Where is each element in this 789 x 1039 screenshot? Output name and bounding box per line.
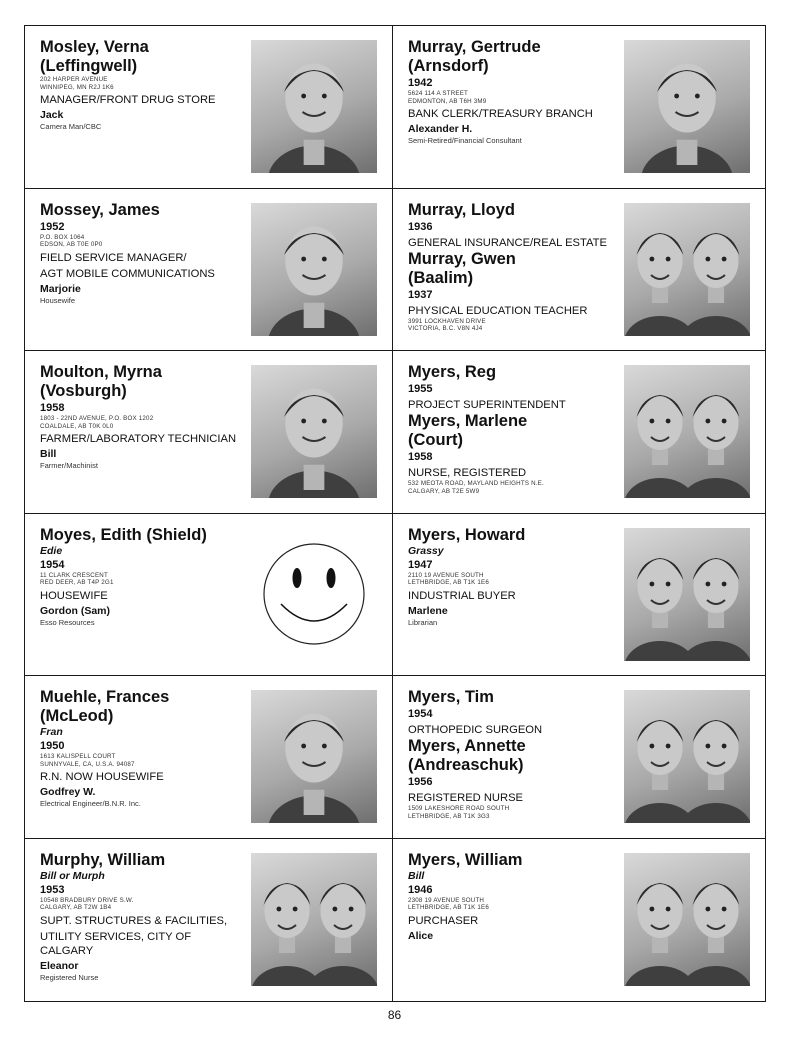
portrait-photo [251,365,377,498]
face [285,226,343,295]
face [285,64,343,133]
entry-text [408,688,613,820]
portrait-photo [624,528,750,661]
spouse-name: Marjorie [40,282,81,295]
eye [333,906,338,911]
person-figure [624,883,696,986]
eye [722,906,727,911]
graduation-year: 1958 [40,402,65,414]
eye [349,906,354,911]
spouse-name: Gordon (Sam) [40,604,110,617]
person-name: Myers, Annette [408,737,526,755]
entry-text [40,688,245,809]
address-line: LETHBRIDGE, AB T1K 1E6 [408,904,489,911]
face [658,64,716,133]
spouse-occupation: Semi-Retired/Financial Consultant [408,136,522,145]
entry-text [40,851,245,983]
person-name: (Vosburgh) [40,382,127,400]
eye [277,906,282,911]
face [285,714,343,783]
person-name: (Andreaschuk) [408,756,524,774]
page-number: 86 [387,1008,402,1022]
address-line: 11 CLARK CRESCENT [40,571,108,579]
address-line: 1509 LAKESHORE ROAD SOUTH [408,805,510,812]
nickname: Grassy [408,544,444,557]
shoulders [307,966,377,986]
address-line: 3991 LOCKHAVEN DRIVE [408,317,486,325]
portrait-photo [624,690,750,823]
smiley-eye [293,568,302,588]
occupation: SUPT. STRUCTURES & FACILITIES, [40,914,228,927]
person-name: Myers, William [408,850,523,869]
address-line: VICTORIA, B.C. V8N 4J4 [408,325,483,332]
portrait-photo [624,40,750,173]
occupation: HOUSEWIFE [40,589,108,602]
portrait-photo [251,853,377,986]
eye [722,256,727,261]
eye [301,94,306,99]
person-name: Murray, Gertrude [408,38,541,56]
spouse-name: Godfrey W. [40,786,96,798]
spouse-name: Jack [40,109,64,121]
occupation: PHYSICAL EDUCATION TEACHER [408,304,588,317]
person-name: (Arnsdorf) [408,57,489,75]
person-figure [680,720,750,823]
person-name: (Baalim) [408,268,474,287]
person-name: (Court) [408,431,463,449]
spouse-occupation: Librarian [408,617,438,627]
smiley-image [251,528,377,661]
graduation-year: 1956 [408,776,433,788]
neck [304,302,325,327]
graduation-year: 1954 [40,558,65,571]
eye [301,256,306,261]
spouse-name: Bill [40,448,57,460]
occupation: PROJECT SUPERINTENDENT [408,399,566,411]
address-line: WINNIPEG, MN R2J 1K6 [40,83,114,91]
person-name: Myers, Howard [408,525,526,544]
neck [304,790,325,815]
portrait-photo [251,203,377,336]
eye [666,906,671,911]
person-name: Moyes, Edith (Shield) [40,525,207,544]
eye [666,744,671,749]
entry-text [408,526,613,628]
neck [677,140,698,165]
eye [666,581,671,586]
eye [322,94,327,99]
shoulders [680,316,750,336]
person-name: Murphy, William [40,850,166,869]
eye [650,256,655,261]
directory-entry [25,351,393,514]
person-figure [624,720,696,823]
entry-text [408,201,613,333]
directory-entry [25,514,393,677]
person-name: Muehle, Frances [40,688,170,706]
person-name: Moulton, Myrna [40,363,162,381]
person-name: Mosley, Verna [40,38,149,56]
address-line: SUNNYVALE, CA, U.S.A. 94087 [40,760,135,768]
person-name: Murray, Lloyd [408,200,515,219]
spouse-name: Eleanor [40,959,79,972]
occupation: GENERAL INSURANCE/REAL ESTATE [408,236,607,249]
shoulders [680,803,750,823]
portrait-photo [624,203,750,336]
person-figure [251,883,323,986]
eye [722,581,727,586]
portrait-photo [251,690,377,823]
spouse-occupation: Farmer/Machinist [40,461,98,470]
occupation: REGISTERED NURSE [408,792,523,804]
address-line: EDSON, AB T0E 0P0 [40,241,103,248]
entry-text [40,363,245,471]
nickname: Fran [40,726,63,738]
person-figure [680,883,750,986]
person-figure [624,395,696,498]
address-line: 532 MEOTA ROAD, MAYLAND HEIGHTS N.E. [408,480,544,487]
address-line: RED DEER, AB T4P 2G1 [40,579,114,586]
spouse-occupation: Electrical Engineer/B.N.R. Inc. [40,799,141,808]
eye [666,419,671,424]
person-figure [268,226,360,336]
address-line: 202 HARPER AVENUE [40,76,108,83]
graduation-year: 1947 [408,558,433,571]
directory-entry [393,26,765,189]
eye [674,94,679,99]
occupation: NURSE, REGISTERED [408,467,527,479]
address-line: CALGARY, AB T2E 5W9 [408,487,480,495]
spouse-name: Marlene [408,604,448,617]
shoulders [680,966,750,986]
person-name: (Leffingwell) [40,57,138,75]
person-figure [624,558,696,661]
address-line: 2110 19 AVENUE SOUTH [408,571,484,579]
graduation-year: 1954 [408,708,433,720]
address-line: 2308 19 AVENUE SOUTH [408,896,485,904]
entry-text [40,38,245,132]
person-name: Mossey, James [40,200,160,219]
directory-entry [393,189,765,352]
occupation: FIELD SERVICE MANAGER/ [40,251,187,264]
eye [706,256,711,261]
address-line: 5624 114 A STREET [408,90,469,97]
spouse-occupation: Esso Resources [40,617,95,627]
person-figure [268,389,360,499]
person-figure [307,883,377,986]
nickname: Bill [408,869,425,882]
person-figure [680,395,750,498]
eye [322,744,327,749]
person-name: Myers, Marlene [408,412,528,430]
eye [706,744,711,749]
spouse-occupation: Housewife [40,295,76,305]
occupation: PURCHASER [408,914,479,927]
spouse-name: Alexander H. [408,123,473,135]
directory-entry [393,676,765,839]
directory-entry [25,676,393,839]
directory-grid [24,25,766,1002]
eye [722,744,727,749]
graduation-year: 1936 [408,220,433,233]
address-line: CALGARY, AB T2W 1B4 [40,904,112,911]
person-figure [680,233,750,336]
eye [706,906,711,911]
nickname: Bill or Murph [40,869,105,882]
person-name: Myers, Reg [408,363,497,381]
directory-entry [393,351,765,514]
entry-text [40,526,245,628]
person-figure [680,558,750,661]
smiley-eye [327,568,336,588]
eye [322,256,327,261]
eye [650,581,655,586]
eye [322,419,327,424]
occupation: UTILITY SERVICES, CITY OF CALGARY [40,930,192,957]
spouse-name: Alice [408,929,434,942]
person-name: Murray, Gwen [408,249,516,268]
address-line: 10548 BRADBURY DRIVE S.W. [40,896,134,904]
occupation: FARMER/LABORATORY TECHNICIAN [40,433,237,445]
neck [304,140,325,165]
address-line: P.O. BOX 1064 [40,233,85,241]
eye [301,419,306,424]
occupation: R.N. NOW HOUSEWIFE [40,771,164,783]
graduation-year: 1946 [408,883,433,896]
occupation: INDUSTRIAL BUYER [408,589,516,602]
address-line: 1613 KALISPELL COURT [40,753,116,760]
eye [706,419,711,424]
address-line: COALDALE, AB T0K 0L0 [40,422,114,430]
person-figure [641,64,733,174]
occupation: MANAGER/FRONT DRUG STORE [40,94,216,106]
nickname: Edie [40,544,63,557]
eye [722,419,727,424]
entry-text [408,363,613,495]
entry-text [408,38,613,146]
graduation-year: 1958 [408,451,433,463]
eye [695,94,700,99]
face [285,389,343,458]
spouse-occupation: Camera Man/CBC [40,122,102,131]
entry-text [40,201,245,306]
directory-entry [393,514,765,677]
portrait-photo [624,365,750,498]
directory-entry [25,26,393,189]
occupation: ORTHOPEDIC SURGEON [408,724,543,736]
graduation-year: 1955 [408,383,433,395]
smiley-face [264,544,364,644]
directory-entry [25,839,393,1002]
spouse-occupation: Registered Nurse [40,972,99,982]
eye [650,744,655,749]
graduation-year: 1952 [40,220,65,233]
graduation-year: 1950 [40,740,65,752]
neck [304,465,325,490]
eye [706,581,711,586]
person-figure [268,714,360,824]
graduation-year: 1937 [408,288,433,301]
eye [666,256,671,261]
address-line: 1803 - 22ND AVENUE, P.O. BOX 1202 [40,415,154,422]
occupation: BANK CLERK/TREASURY BRANCH [408,108,593,120]
shoulders [680,641,750,661]
directory-entry [393,839,765,1002]
person-name: Myers, Tim [408,688,494,706]
portrait-photo [624,853,750,986]
address-line: LETHBRIDGE, AB T1K 3G3 [408,812,490,820]
address-line: LETHBRIDGE, AB T1K 1E6 [408,579,489,586]
occupation: AGT MOBILE COMMUNICATIONS [40,267,215,280]
person-name: (McLeod) [40,707,114,725]
eye [301,744,306,749]
eye [650,419,655,424]
shoulders [680,478,750,498]
directory-entry [25,189,393,352]
graduation-year: 1942 [408,77,433,89]
person-figure [624,233,696,336]
entry-text [408,851,613,943]
portrait-photo [251,40,377,173]
person-figure [268,64,360,174]
eye [293,906,298,911]
address-line: EDMONTON, AB T6H 3M9 [408,97,487,105]
graduation-year: 1953 [40,883,65,896]
eye [650,906,655,911]
